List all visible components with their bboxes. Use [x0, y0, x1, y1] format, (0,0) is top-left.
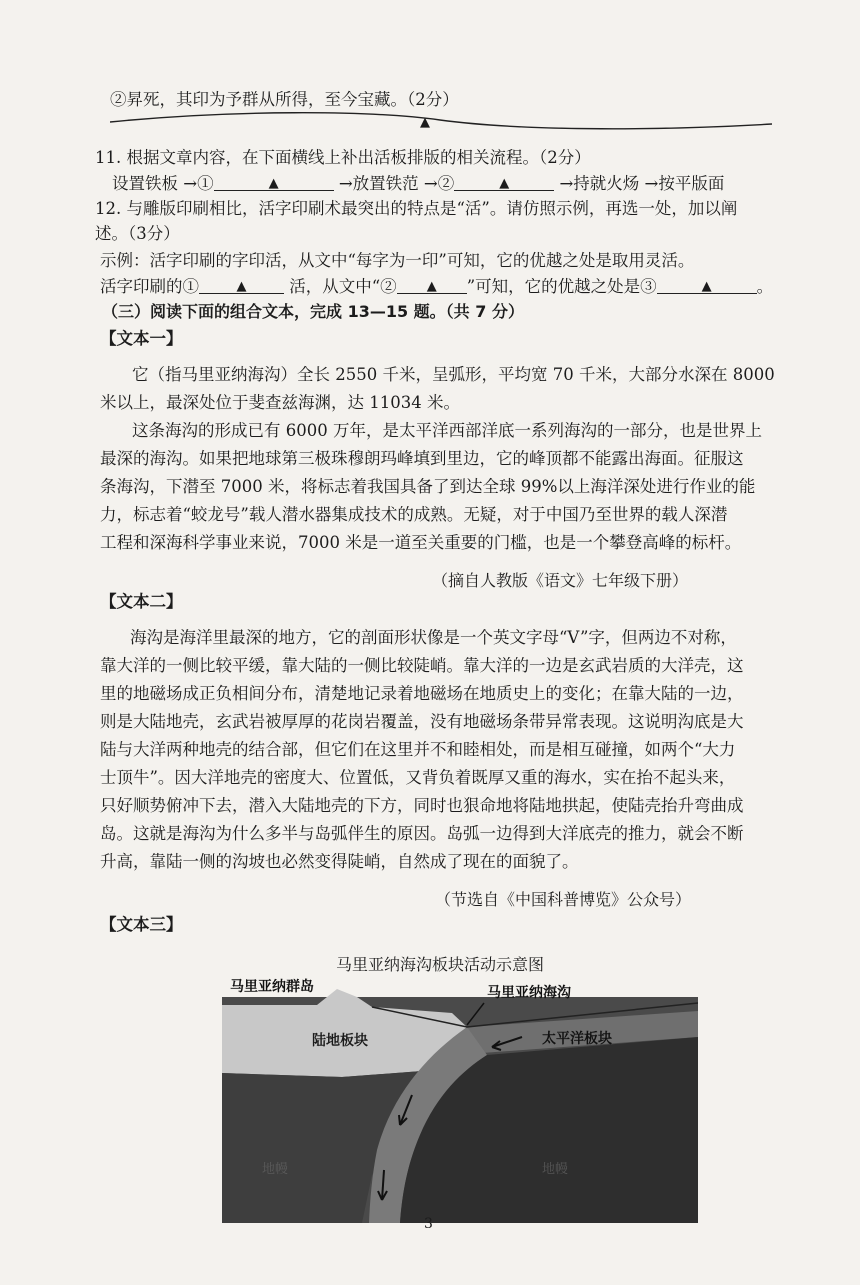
text-1-p2-line4: 力，标志着“蛟龙号”载人潜水器集成技术的成熟。无疑，对于中国乃至世界的载人深潜 [100, 505, 728, 524]
text-1-source: （摘自人教版《语文》七年级下册） [432, 571, 689, 590]
text-3-label: 【文本三】 [100, 915, 183, 934]
label-islands: 马里亚纳群岛 [230, 979, 314, 995]
answer-triangle-icon: ▲ [420, 115, 430, 130]
trench-plate-diagram [222, 975, 698, 1223]
text-1-p1-line1: 它（指马里亚纳海沟）全长 2550 千米，呈弧形，平均宽 70 千米，大部分水深在 8000 [132, 365, 775, 384]
text-1-label: 【文本一】 [100, 329, 183, 348]
answer-triangle-icon: ▲ [268, 176, 279, 191]
answer-triangle-icon: ▲ [701, 279, 712, 294]
answer-triangle-icon: ▲ [499, 176, 510, 191]
label-trench: 马里亚纳海沟 [487, 985, 571, 1001]
label-right-mantle: 地幔 [542, 1162, 569, 1177]
text-2-line: 则是大陆地壳，玄武岩被厚厚的花岗岩覆盖，没有地磁场条带异常表现。这说明沟底是大 [100, 712, 744, 731]
diagram-title: 马里亚纳海沟板块活动示意图 [336, 955, 545, 974]
question-11-stem: 11. 根据文章内容，在下面横线上补出活板排版的相关流程。（2分） [95, 148, 591, 167]
text-1-p2-line3: 条海沟，下潜至 7000 米，将标志着我国具备了到达全球 99%以上海洋深处进行作业的能 [100, 477, 756, 496]
flow-step-3: →持就火炀 →按平版面 [559, 174, 725, 193]
label-left-mantle: 地幔 [262, 1162, 289, 1177]
label-continental-plate: 陆地板块 [312, 1033, 368, 1049]
text-1-p1-line2: 米以上，最深处位于斐查兹海渊，达 11034 米。 [100, 393, 460, 412]
text-2-line: 陆与大洋两种地壳的结合部，但它们在这里并不和睦相处，而是相互碰撞，如两个“大力 [100, 740, 736, 759]
answer-blank-1[interactable] [214, 172, 334, 191]
text-1-p2-line5: 工程和深海科学事业来说，7000 米是一道至关重要的门槛，也是一个攀登高峰的标杆。 [100, 533, 742, 552]
answer-triangle-icon: ▲ [426, 279, 437, 294]
answer-suffix: ”可知，它的优越之处是③ [466, 277, 657, 296]
flow-step-1: 设置铁板 →① [112, 174, 214, 193]
answer-blank-1[interactable] [199, 275, 284, 294]
text-1-p2-line2: 最深的海沟。如果把地球第三极珠穆朗玛峰填到里边，它的峰顶都不能露出海面。征服这 [100, 449, 744, 468]
answer-end: 。 [756, 277, 774, 296]
question-12-answer-line [100, 275, 773, 299]
text-2-line: 里的地磁场成正负相间分布，清楚地记录着地磁场在地质史上的变化；在靠大陆的一边， [100, 684, 744, 703]
text-2-line: 升高，靠陆一侧的沟坡也必然变得陡峭，自然成了现在的面貌了。 [100, 852, 579, 871]
question-12-stem-line1: 12. 与雕版印刷相比，活字印刷术最突出的特点是“活”。请仿照示例，再选一处，加以阐 [95, 199, 738, 218]
answer-middle: 活，从文中“② [289, 277, 397, 296]
text-2-line: 靠大洋的一侧比较平缓，靠大陆的一侧比较陡峭。靠大洋的一边是玄武岩质的大洋壳，这 [100, 656, 744, 675]
answer-blank-2[interactable] [397, 275, 467, 294]
text-2-line: 岛。这就是海沟为什么多半与岛弧伴生的原因。岛弧一边得到大洋底壳的推力，就会不断 [100, 824, 744, 843]
section-3-heading: （三）阅读下面的组合文本，完成 13—15 题。（共 7 分） [102, 302, 524, 321]
text-2-line: 只好顺势俯冲下去，潜入大陆地壳的下方，同时也狠命地将陆地拱起，使陆壳抬升弯曲成 [100, 796, 744, 815]
page-number: 3 [424, 1216, 433, 1232]
question-12-stem-line2: 述。（3分） [95, 224, 180, 243]
label-pacific-plate: 太平洋板块 [542, 1031, 612, 1047]
question-11-flow [112, 172, 724, 196]
question-12-example: 示例：活字印刷的字印活，从文中“每字为一印”可知，它的优越之处是取用灵活。 [100, 251, 695, 270]
answer-blank-2[interactable] [454, 172, 554, 191]
answer-prefix: 活字印刷的① [100, 277, 199, 296]
flow-step-2: →放置铁范 →② [338, 174, 455, 193]
text-2-line: 海沟是海洋里最深的地方，它的剖面形状像是一个英文字母“V”字，但两边不对称， [130, 628, 737, 647]
answer-blank-3[interactable] [657, 275, 757, 294]
previous-question-line: ②昇死，其印为予群从所得，至今宝藏。（2分） [110, 90, 459, 109]
text-2-label: 【文本二】 [100, 592, 183, 611]
answer-triangle-icon: ▲ [236, 279, 247, 294]
text-2-source: （节选自《中国科普博览》公众号） [435, 890, 692, 909]
text-1-p2-line1: 这条海沟的形成已有 6000 万年，是太平洋西部洋底一系列海沟的一部分，也是世界上 [132, 421, 762, 440]
text-2-line: 士顶牛”。因大洋地壳的密度大、位置低，又背负着既厚又重的海水，实在抬不起头来， [100, 768, 736, 787]
